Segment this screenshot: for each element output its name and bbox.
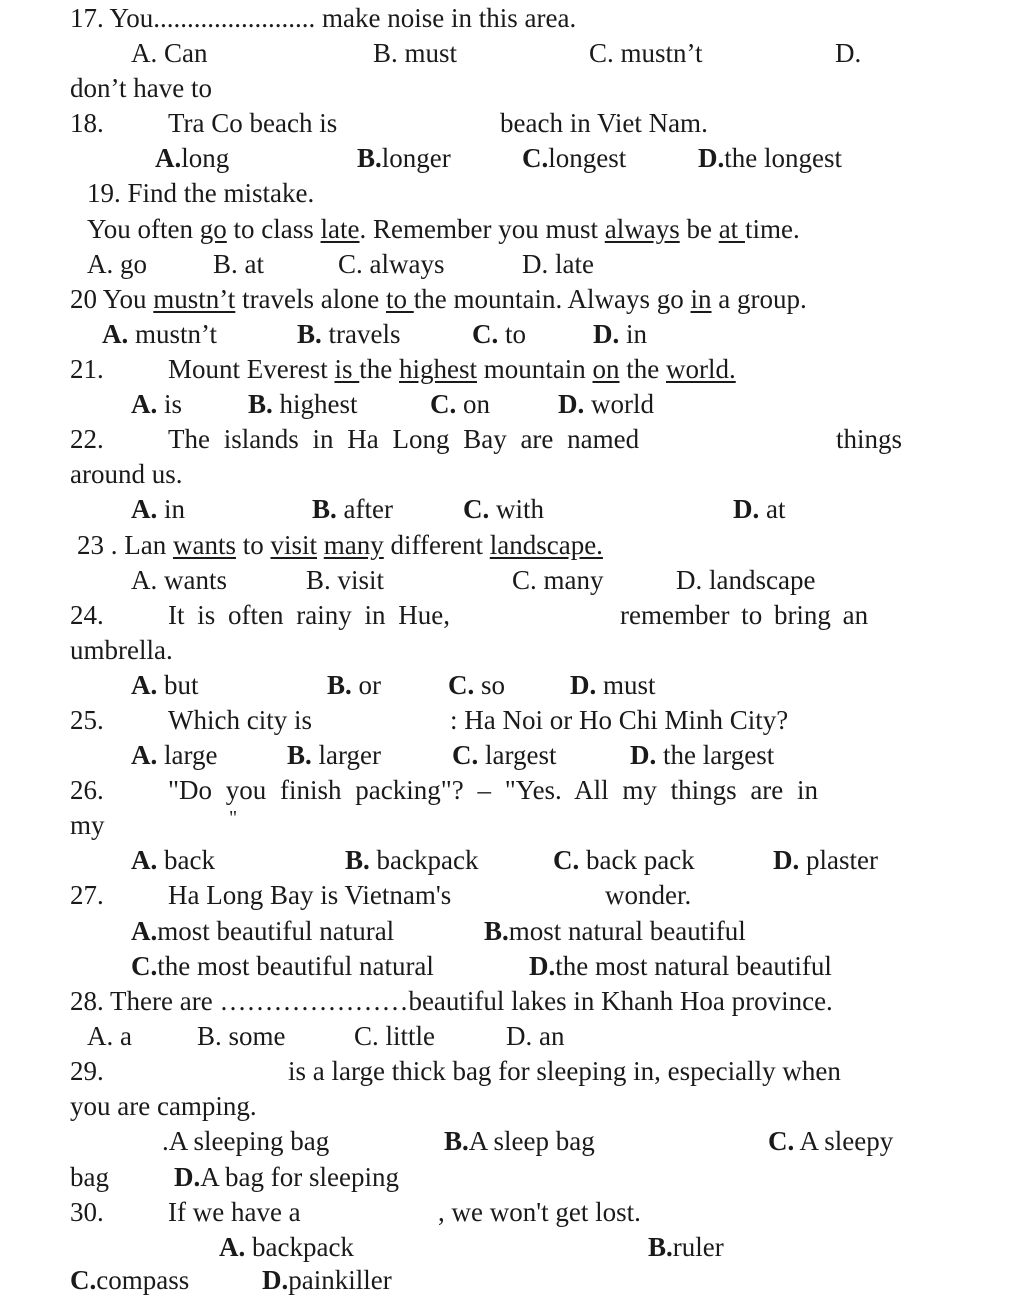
q30-stem-end: , we won't get lost. (438, 1197, 641, 1227)
q18-option-b: B.longer (357, 143, 451, 173)
q21-number: 21. (70, 354, 104, 384)
q24-number: 24. (70, 600, 104, 630)
q21-sentence: Mount Everest is the highest mountain on the world. (168, 354, 736, 384)
q27-number: 27. (70, 880, 104, 910)
q30-option-d: D.painkiller (262, 1265, 392, 1295)
q27-stem-end: wonder. (605, 880, 692, 910)
q22-option-d: D. at (733, 494, 786, 524)
q17-option-a: A. Can (131, 38, 208, 68)
q29-option-b: B.A sleep bag (444, 1126, 595, 1156)
q28-option-c: C. little (354, 1021, 435, 1051)
q24-stem: It is often rainy in Hue, (168, 600, 450, 630)
q17-option-b: B. must (373, 38, 458, 68)
q19-option-a: A. go (87, 249, 147, 279)
q27-option-b: B.most natural beautiful (484, 916, 746, 946)
q17-option-c: C. mustn’t (589, 38, 703, 68)
q24-option-d: D. must (570, 670, 656, 700)
q29-stem: is a large thick bag for sleeping in, especially when (288, 1056, 841, 1086)
q23-option-a: A. wants (131, 565, 227, 595)
q22-option-b: B. after (312, 494, 393, 524)
q24-stem-end: remember to bring an (620, 600, 869, 630)
q18-option-a: A.long (155, 143, 230, 173)
q22-option-a: A. in (131, 494, 186, 524)
q26-closing-quote: " (229, 807, 238, 829)
q27-stem: Ha Long Bay is Vietnam's (168, 880, 452, 910)
q25-option-c: C. largest (452, 740, 557, 770)
q18-option-c: C.longest (522, 143, 627, 173)
q30-option-b: B.ruler (648, 1232, 724, 1262)
q23-option-c: C. many (512, 565, 604, 595)
q26-option-c: C. back pack (553, 845, 695, 875)
q20-option-b: B. travels (297, 319, 401, 349)
q24-stem-cont: umbrella. (70, 635, 173, 665)
q26-stem-cont: my (70, 810, 105, 840)
q18-number: 18. (70, 108, 104, 138)
q29-stem-cont: you are camping. (70, 1091, 257, 1121)
q26-option-d: D. plaster (773, 845, 878, 875)
q22-stem-cont: around us. (70, 459, 183, 489)
q27-option-d: D.the most natural beautiful (529, 951, 832, 981)
q18-stem-end: beach in Viet Nam. (500, 108, 708, 138)
q24-option-c: C. so (448, 670, 506, 700)
q25-number: 25. (70, 705, 104, 735)
q24-option-b: B. or (327, 670, 382, 700)
q25-option-b: B. larger (287, 740, 381, 770)
q22-stem: The islands in Ha Long Bay are named (168, 424, 640, 454)
q29-option-d: D.A bag for sleeping (174, 1162, 399, 1192)
q30-option-a: A. backpack (219, 1232, 354, 1262)
q26-option-a: A. back (131, 845, 215, 875)
q22-number: 22. (70, 424, 104, 454)
q29-option-c: C. A sleepy (768, 1126, 894, 1156)
q18-stem: Tra Co beach is (168, 108, 338, 138)
q26-option-b: B. backpack (345, 845, 479, 875)
q29-option-c-cont: bag (70, 1162, 109, 1192)
q21-option-c: C. on (430, 389, 490, 419)
q21-option-d: D. world (558, 389, 654, 419)
q20-sentence: 20 You mustn’t travels alone to the mountain. Always go in a group. (70, 284, 807, 314)
q28-option-d: D. an (506, 1021, 565, 1051)
q19-option-b: B. at (213, 249, 264, 279)
q19-option-d: D. late (522, 249, 594, 279)
q19-sentence: You often go to class late. Remember you must always be at time. (87, 214, 800, 244)
q22-stem-end: things (836, 424, 903, 454)
q19-title: 19. Find the mistake. (87, 178, 315, 208)
q25-option-d: D. the largest (630, 740, 775, 770)
q29-option-a: .A sleeping bag (162, 1126, 330, 1156)
q23-option-d: D. landscape (676, 565, 816, 595)
q17-stem: 17. You........................ make noise in this area. (70, 3, 577, 33)
q28-option-b: B. some (197, 1021, 286, 1051)
q28-stem: 28. There are …………………beautiful lakes in Khanh Hoa province. (70, 986, 833, 1016)
q23-option-b: B. visit (306, 565, 385, 595)
q25-option-a: A. large (131, 740, 218, 770)
q25-stem-end: : Ha Noi or Ho Chi Minh City? (450, 705, 789, 735)
q21-option-a: A. is (131, 389, 183, 419)
q17-option-d: D. (835, 38, 862, 68)
q28-option-a: A. a (87, 1021, 132, 1051)
q23-sentence: 23 . Lan wants to visit many different landscape. (77, 530, 603, 560)
q27-option-a: A.most beautiful natural (131, 916, 395, 946)
q29-number: 29. (70, 1056, 104, 1086)
q17-option-d-text: don’t have to (70, 73, 212, 103)
q26-number: 26. (70, 775, 104, 805)
q18-option-d: D.the longest (698, 143, 842, 173)
q25-stem: Which city is (168, 705, 312, 735)
q19-option-c: C. always (338, 249, 445, 279)
q30-option-c: C.compass (70, 1265, 190, 1295)
q24-option-a: A. but (131, 670, 199, 700)
q27-option-c: C.the most beautiful natural (131, 951, 434, 981)
q20-option-c: C. to (472, 319, 527, 349)
q30-number: 30. (70, 1197, 104, 1227)
q20-option-a: A. mustn’t (102, 319, 218, 349)
q22-option-c: C. with (463, 494, 545, 524)
q21-option-b: B. highest (248, 389, 358, 419)
q26-stem: "Do you finish packing"? – "Yes. All my things are in (168, 775, 819, 805)
q30-stem: If we have a (168, 1197, 301, 1227)
q20-option-d: D. in (593, 319, 648, 349)
